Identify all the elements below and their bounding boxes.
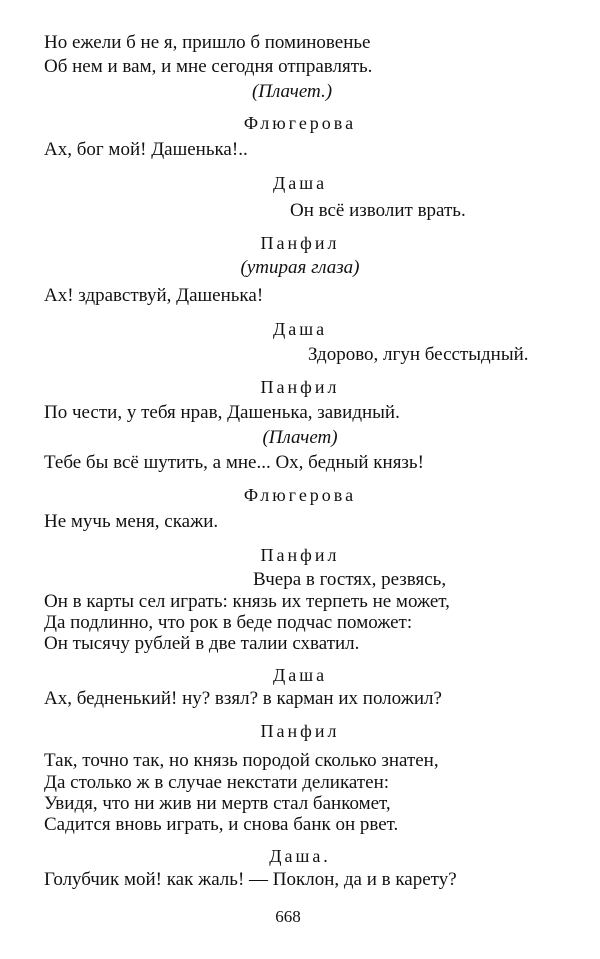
verse-line: Он всё изволит врать.	[290, 200, 466, 221]
speaker-name: Панфил	[260, 377, 340, 397]
speaker-name: Флюгерова	[243, 485, 357, 505]
verse-line: Садится вновь играть, и снова банк он рвет.	[44, 814, 399, 835]
verse-line: Да столько ж в случае некстати деликатен:	[44, 772, 390, 793]
stage-direction: (Плачет)	[262, 427, 338, 448]
speaker-name: Панфил	[260, 721, 340, 741]
speaker-name: Флюгерова	[243, 113, 357, 133]
verse-line: По чести, у тебя нрав, Дашенька, завидный.	[44, 402, 400, 423]
speaker-name: Даша	[272, 665, 328, 685]
verse-line: Но ежели б не я, пришло б поминовенье	[44, 32, 371, 53]
speaker-name: Панфил	[260, 233, 340, 253]
speaker-name: Даша	[272, 173, 328, 193]
verse-line: Не мучь меня, скажи.	[44, 511, 219, 532]
verse-line: Ах! здравствуй, Дашенька!	[44, 285, 264, 306]
stage-direction: (Плачет.)	[251, 81, 333, 102]
speaker-name: Даша	[272, 319, 328, 339]
verse-line: Увидя, что ни жив ни мертв стал банкомет,	[44, 793, 391, 814]
page-number: 668	[275, 907, 301, 926]
verse-line: Ах, бог мой! Дашенька!..	[44, 139, 248, 160]
verse-line: Ах, бедненький! ну? взял? в карман их положил?	[44, 688, 442, 709]
verse-line: Об нем и вам, и мне сегодня отправлять.	[44, 56, 373, 77]
verse-line: Здорово, лгун бесстыдный.	[308, 344, 529, 365]
stage-direction: (утирая глаза)	[240, 257, 360, 278]
verse-line: Тебе бы всё шутить, а мне... Ох, бедный князь!	[44, 452, 424, 473]
verse-line: Да подлинно, что рок в беде подчас поможет:	[44, 612, 413, 633]
verse-line: Голубчик мой! как жаль! — Поклон, да и в карету?	[44, 869, 457, 890]
speaker-name: Панфил	[260, 545, 340, 565]
verse-line: Так, точно так, но князь породой сколько знатен,	[44, 750, 439, 771]
verse-line: Он в карты сел играть: князь их терпеть не может,	[44, 591, 450, 612]
verse-line: Вчера в гостях, резвясь,	[253, 569, 447, 590]
speaker-name: Даша.	[269, 846, 331, 866]
verse-line: Он тысячу рублей в две талии схватил.	[44, 633, 360, 654]
